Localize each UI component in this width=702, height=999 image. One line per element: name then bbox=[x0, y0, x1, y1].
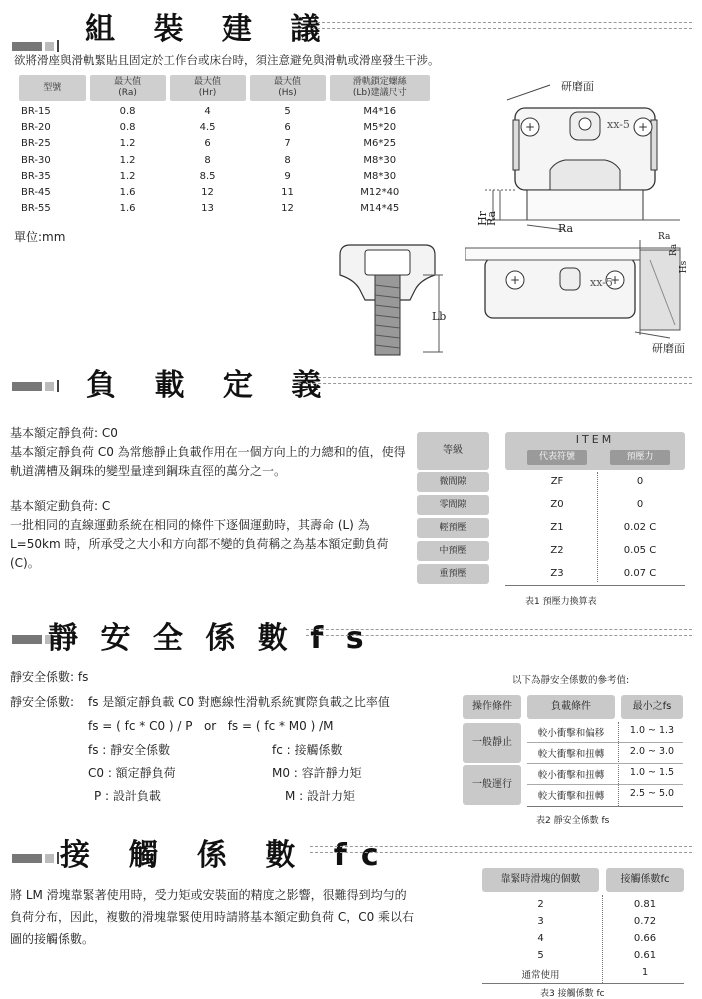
svg-text:+: + bbox=[637, 120, 649, 134]
contact-factor: 0.66 bbox=[633, 933, 657, 944]
min-fs: 2.5 ~ 5.0 bbox=[629, 788, 675, 799]
contact-count: 4 bbox=[537, 933, 544, 944]
code-header: 代表符號 bbox=[527, 450, 587, 465]
contact-count: 5 bbox=[537, 950, 544, 961]
col-header: 最大值 (Ra) bbox=[88, 73, 168, 103]
section-title-contact: 接 觸 係 數 fc bbox=[60, 838, 393, 873]
code-cell: ZF bbox=[550, 476, 564, 487]
preload-dotted-divider bbox=[597, 472, 598, 582]
safety-def: C0 : 額定靜負荷 bbox=[88, 766, 176, 780]
safety-col-header: 負載條件 bbox=[527, 695, 615, 719]
title-divider bbox=[310, 846, 692, 853]
grade-cell: 重預壓 bbox=[417, 564, 489, 584]
hs-label: Hs bbox=[679, 260, 690, 274]
min-fs: 1.0 ~ 1.3 bbox=[629, 725, 675, 736]
hr-label: Hr bbox=[475, 211, 489, 226]
preload-cell: 0.02 C bbox=[623, 522, 657, 533]
contact-col-header: 靠緊時滑塊的個數 bbox=[482, 868, 599, 892]
static-load-heading: 基本額定靜負荷: C0 bbox=[10, 426, 118, 440]
safety-def: fs : 靜安全係數 bbox=[88, 743, 171, 757]
xx5-label-side: xx-5 bbox=[590, 276, 613, 289]
min-fs: 1.0 ~ 1.5 bbox=[629, 767, 675, 778]
install-table bbox=[17, 73, 432, 217]
contact-text: 將 LM 滑塊靠緊著使用時，受力矩或安裝面的精度之影響，很難得到均勻的負荷分布，因此，複數的滑塊靠緊使用時請將基本額定動負荷 C，C0 乘以右圖的接觸係數。 bbox=[10, 888, 415, 946]
safety-row-line bbox=[527, 806, 683, 807]
safety-def: M0 : 容許靜力矩 bbox=[272, 766, 362, 780]
svg-text:+: + bbox=[609, 273, 621, 287]
ra-label: Ra bbox=[558, 222, 574, 235]
grade-cell: 零間隙 bbox=[417, 495, 489, 515]
preload-cell: 0.05 C bbox=[623, 545, 657, 556]
preload-cell: 0 bbox=[636, 499, 644, 510]
table-row: BR-20 0.8 4.5 6 M5*20 bbox=[21, 121, 397, 133]
safety-def: M : 設計力矩 bbox=[285, 789, 356, 803]
code-cell: Z3 bbox=[550, 568, 564, 579]
ra-label-vertical: Ra bbox=[485, 210, 499, 227]
code-cell: Z0 bbox=[550, 499, 564, 510]
section-title-safety: 靜 安 全 係 數 f s bbox=[48, 621, 370, 656]
safety-formula: fs = ( fc * C0 ) / P or fs = ( fc * M0 ) /M bbox=[88, 719, 334, 733]
load-condition: 較大衝擊和扭轉 bbox=[537, 749, 605, 760]
contact-table-divider bbox=[602, 895, 603, 983]
grade-cell: 輕預壓 bbox=[417, 518, 489, 538]
table2-caption: 表2 靜安全係數 fs bbox=[536, 816, 610, 826]
grade-cell: 微間隙 bbox=[417, 472, 489, 492]
ground-surface-label-side: 研磨面 bbox=[652, 342, 685, 355]
min-fs: 2.0 ~ 3.0 bbox=[629, 746, 675, 757]
xx5-label-top: xx-5 bbox=[607, 118, 630, 131]
operating-condition: 一般靜止 bbox=[463, 723, 521, 763]
code-cell: Z2 bbox=[550, 545, 564, 556]
col-header: 最大值 (Hr) bbox=[168, 73, 248, 103]
section-marker bbox=[12, 380, 59, 392]
preload-table-bottom-line bbox=[505, 585, 685, 586]
table1-caption: 表1 預壓力換算表 bbox=[525, 597, 597, 607]
ra-label-side-vertical: Ra bbox=[669, 243, 680, 257]
title-divider bbox=[306, 629, 692, 636]
contact-factor: 0.81 bbox=[633, 899, 657, 910]
item-header: ITEM bbox=[575, 433, 615, 446]
safety-row-line bbox=[527, 742, 683, 743]
table-row: BR-15 0.8 4 5 M4*16 bbox=[21, 105, 397, 117]
unit-label: 單位:mm bbox=[14, 230, 66, 244]
grade-cell: 中預壓 bbox=[417, 541, 489, 561]
preload-cell: 0.07 C bbox=[623, 568, 657, 579]
safety-col-header: 最小之fs bbox=[621, 695, 683, 719]
table-row: BR-25 1.2 6 7 M6*25 bbox=[21, 138, 397, 150]
safety-line2-text: fs 是額定靜負載 C0 對應線性滑軌系統實際負載之比率值 bbox=[88, 695, 390, 709]
table-row: BR-55 1.6 13 12 M14*45 bbox=[21, 203, 400, 215]
contact-col-header: 接觸係數fc bbox=[606, 868, 684, 892]
table-row: BR-35 1.2 8.5 9 M8*30 bbox=[21, 170, 397, 182]
contact-count: 2 bbox=[537, 899, 544, 910]
operating-condition: 一般運行 bbox=[463, 765, 521, 805]
safety-line2-label: 靜安全係數: bbox=[10, 695, 75, 709]
slider-side-diagram bbox=[465, 240, 695, 340]
preload-header: 預壓力 bbox=[610, 450, 670, 465]
col-header: 最大值 (Hs) bbox=[248, 73, 328, 103]
preload-cell: 0 bbox=[636, 476, 644, 487]
rail-bolt-diagram bbox=[335, 240, 445, 365]
section-marker bbox=[12, 852, 59, 864]
dynamic-load-text: 一批相同的直線運動系統在相同的條件下逐個運動時，其壽命 (L) 為 L=50km 時，所承受之大小和方向都不變的負荷稱之為基本額定動負荷(C)。 bbox=[10, 518, 389, 570]
safety-table-divider bbox=[618, 722, 619, 806]
safety-table-note: 以下為靜安全係數的參考值: bbox=[512, 675, 630, 686]
safety-row-line bbox=[527, 763, 683, 764]
safety-def: fc : 接觸係數 bbox=[272, 743, 343, 757]
load-condition: 較小衝擊和偏移 bbox=[537, 728, 605, 739]
contact-count: 3 bbox=[537, 916, 544, 927]
lb-label: Lb bbox=[432, 310, 447, 323]
section-title-install: 組 裝 建 議 bbox=[85, 12, 335, 47]
dynamic-load-heading: 基本額定動負荷: C bbox=[10, 499, 111, 513]
safety-def: P : 設計負載 bbox=[94, 789, 161, 803]
grade-header: 等級 bbox=[417, 432, 489, 470]
col-header: 滑軌鎖定螺絲 (Lb)建議尺寸 bbox=[328, 73, 432, 103]
safety-col-header: 操作條件 bbox=[463, 695, 521, 719]
contact-count: 通常使用 bbox=[521, 970, 560, 981]
ground-surface-label-top: 研磨面 bbox=[561, 80, 594, 93]
ra-label-side: Ra bbox=[658, 232, 671, 242]
svg-text:+: + bbox=[524, 120, 536, 134]
static-load-text: 基本額定靜負荷 C0 為常態靜止負載作用在一個方向上的力總和的值，使得軌道溝槽及鋼珠的變型量達到鋼珠直徑的萬分之一。 bbox=[10, 445, 406, 478]
table-row: BR-30 1.2 8 8 M8*30 bbox=[21, 154, 397, 166]
title-divider bbox=[312, 22, 692, 29]
title-divider bbox=[298, 377, 692, 384]
contact-factor: 1 bbox=[641, 967, 649, 978]
contact-table-bottom-line bbox=[482, 983, 684, 984]
safety-line1: 靜安全係數: fs bbox=[10, 670, 89, 684]
table3-caption: 表3 接觸係數 fc bbox=[540, 989, 605, 999]
install-intro: 欲將滑座與滑軌緊貼且固定於工作台或床台時，須注意避免與滑軌或滑座發生干涉。 bbox=[14, 53, 440, 67]
load-condition: 較小衝擊和扭轉 bbox=[537, 770, 605, 781]
svg-text:+: + bbox=[509, 273, 521, 287]
table-row: BR-45 1.6 12 11 M12*40 bbox=[21, 187, 400, 199]
contact-factor: 0.61 bbox=[633, 950, 657, 961]
load-condition: 較大衝擊和扭轉 bbox=[537, 791, 605, 802]
col-header: 型號 bbox=[17, 73, 88, 103]
section-title-load: 負 載 定 義 bbox=[86, 368, 336, 403]
contact-factor: 0.72 bbox=[633, 916, 657, 927]
code-cell: Z1 bbox=[550, 522, 564, 533]
safety-row-line bbox=[527, 784, 683, 785]
